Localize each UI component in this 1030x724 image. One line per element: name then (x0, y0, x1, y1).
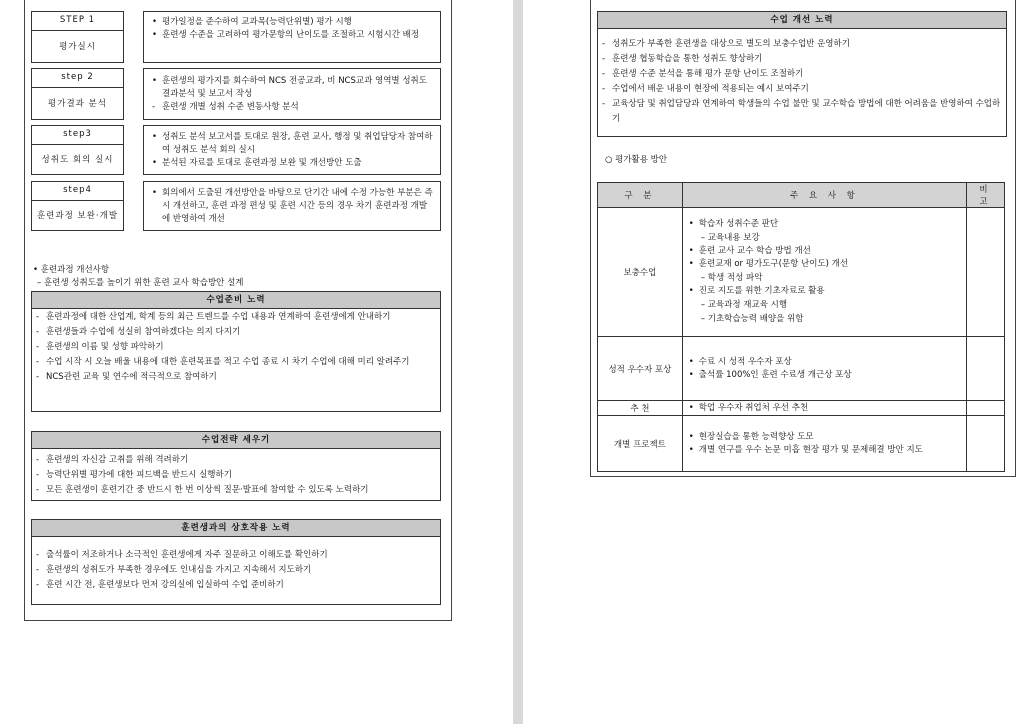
table-row (598, 416, 1005, 472)
step-separator (32, 144, 123, 145)
row-note (967, 416, 1005, 472)
list-item: • 평가일정을 준수하여 교과목(능력단위별) 평가 시행 (152, 16, 434, 29)
list-item: • 현장실습을 통한 능력향상 도모 (689, 431, 962, 444)
document-page-left (24, 0, 452, 621)
header-main: 주 요 사 항 (682, 183, 966, 208)
list-item: - 훈련생의 이름 및 성향 파악하기 (36, 340, 436, 355)
list-subitem: – 학생 적성 파악 (700, 273, 763, 283)
list-item: • 학업 우수자 취업처 우선 추천 (689, 402, 962, 415)
table-header-row (598, 183, 1005, 208)
page-gap (513, 0, 523, 724)
row-category: 추 천 (598, 401, 683, 416)
header-category: 구 분 (598, 183, 683, 208)
section-lesson-strategy (31, 431, 441, 501)
step-box-3 (31, 125, 124, 175)
improvement-subtitle: – 훈련생 성취도를 높이기 위한 훈련 교사 학습방안 설계 (37, 278, 244, 288)
list-item: - 교육상담 및 취업담당과 연계하여 학생들의 수업 불만 및 교수학습 방법에 대한 어려움을 반영하여 수업하기 (602, 97, 1002, 127)
list-item: - 훈련생들과 수업에 성실히 참여하겠다는 의지 다지기 (36, 325, 436, 340)
step-box-4 (31, 181, 124, 231)
step-content-2 (143, 68, 441, 120)
list-item: • 훈련교재 or 평가도구(문항 난이도) 개선 (689, 258, 962, 271)
list-subitem: – 기초학습능력 배양을 위함 (700, 314, 804, 324)
list-item: - 수업 시작 시 오늘 배울 내용에 대한 훈련목표를 적고 수업 종료 시 차기 수업에 대해 미리 알려주기 (36, 355, 436, 370)
step-tag: step3 (63, 129, 92, 139)
list-item: - 성취도가 부족한 훈련생을 대상으로 별도의 보충수업반 운영하기 (602, 37, 1002, 52)
list-subitem: – 교육과정 재교육 시행 (700, 300, 788, 310)
document-page-right (590, 0, 1016, 477)
step-separator (32, 200, 123, 201)
list-item: • 개별 연구를 우수 논문 미흡 현장 평가 및 문제해결 방안 지도 (689, 444, 962, 457)
step-box-1 (31, 11, 124, 63)
list-item: - 수업에서 배운 내용이 현장에 적용되는 예시 보여주기 (602, 82, 1002, 97)
step-name: 평가결과 분석 (48, 99, 107, 109)
list-item: - 훈련생의 성취도가 부족한 경우에도 인내심을 가지고 지속해서 지도하기 (36, 563, 436, 578)
list-item: • 수료 시 성적 우수자 포상 (689, 356, 962, 369)
section-title: 수업준비 노력 (32, 292, 440, 309)
list-item: • 훈련생 수준을 고려하여 평가문항의 난이도를 조절하고 시험시간 배정 (152, 29, 434, 42)
row-category: 보충수업 (598, 208, 683, 337)
list-item: • 훈련 교사 교수 학습 방법 개선 (689, 245, 962, 258)
row-category: 성적 우수자 포상 (598, 337, 683, 401)
step-tag: step4 (63, 185, 92, 195)
table-row (598, 337, 1005, 401)
evaluation-plan-table (597, 182, 1005, 472)
list-item: • 분석된 자료를 토대로 훈련과정 보완 및 개선방안 도출 (152, 157, 434, 170)
list-item: - 훈련생 개별 성취 수준 변동사항 분석 (152, 101, 434, 114)
step-content-1 (143, 11, 441, 63)
row-note (967, 337, 1005, 401)
step-name: 성취도 회의 실시 (41, 155, 114, 165)
list-item: - 모든 훈련생이 훈련기간 중 반드시 한 번 이상씩 질문·발표에 참여할 수 있도록 노력하기 (36, 483, 436, 498)
step-content-4 (143, 181, 441, 231)
section-lesson-improvement (597, 11, 1007, 137)
list-item: • 훈련생의 평가지를 회수하여 NCS 전공교과, 비 NCS교과 영역별 성취도 결과분석 및 보고서 작성 (152, 75, 434, 101)
step-tag: STEP 1 (59, 15, 96, 25)
step-tag: step 2 (61, 72, 94, 82)
section-title: 수업 개선 노력 (598, 12, 1006, 29)
step-separator (32, 30, 123, 31)
step-separator (32, 87, 123, 88)
list-item: • 성취도 분석 보고서를 토대로 원장, 훈련 교사, 행정 및 취업담당자 참여하여 성취도 분석 회의 실시 (152, 131, 434, 157)
row-note (967, 401, 1005, 416)
list-item: • 학습자 성취수준 판단 (689, 218, 962, 231)
list-item: - 훈련 시간 전, 훈련생보다 먼저 강의실에 입실하여 수업 준비하기 (36, 578, 436, 593)
section-lesson-prep (31, 291, 441, 412)
step-box-2 (31, 68, 124, 120)
section-title: 수업전략 세우기 (32, 432, 440, 449)
list-subitem: – 교육내용 보강 (700, 233, 760, 243)
row-category: 개별 프로젝트 (598, 416, 683, 472)
improvement-title: • 훈련과정 개선사항 (33, 265, 110, 275)
list-item: - 출석률이 저조하거나 소극적인 훈련생에게 자주 질문하고 이해도를 확인하기 (36, 548, 436, 563)
step-name: 훈련과정 보완·개발 (36, 211, 119, 221)
list-item: - NCS관련 교육 및 연수에 적극적으로 참여하기 (36, 370, 436, 385)
list-item: - 훈련과정에 대한 산업계, 학계 등의 최근 트렌드를 수업 내용과 연계하여 훈련생에게 안내하기 (36, 310, 436, 325)
row-note (967, 208, 1005, 337)
list-item: - 훈련생의 자신감 고취를 위해 격려하기 (36, 453, 436, 468)
list-item: - 훈련생 협동학습을 통한 성취도 향상하기 (602, 52, 1002, 67)
list-item: • 회의에서 도출된 개선방안을 바탕으로 단기간 내에 수정 가능한 부분은 즉시 개선하고, 훈련 과정 편성 및 훈련 시간 등의 경우 차기 훈련과정 개발에 반영하여 개선 (152, 187, 434, 226)
step-content-3 (143, 125, 441, 175)
header-note: 비 고 (967, 183, 1005, 208)
section-title: 훈련생과의 상호작용 노력 (32, 520, 440, 537)
table-row (598, 208, 1005, 337)
list-item: • 진로 지도를 위한 기초자료로 활용 (689, 285, 962, 298)
plan-title: ○ 평가활용 방안 (605, 155, 668, 165)
list-item: • 출석률 100%인 훈련 수료생 개근상 포상 (689, 369, 962, 382)
section-interaction (31, 519, 441, 605)
list-item: - 훈련생 수준 분석을 통해 평가 문항 난이도 조절하기 (602, 67, 1002, 82)
step-name: 평가실시 (59, 42, 96, 52)
table-row (598, 401, 1005, 416)
list-item: - 능력단위별 평가에 대한 피드백을 반드시 실행하기 (36, 468, 436, 483)
